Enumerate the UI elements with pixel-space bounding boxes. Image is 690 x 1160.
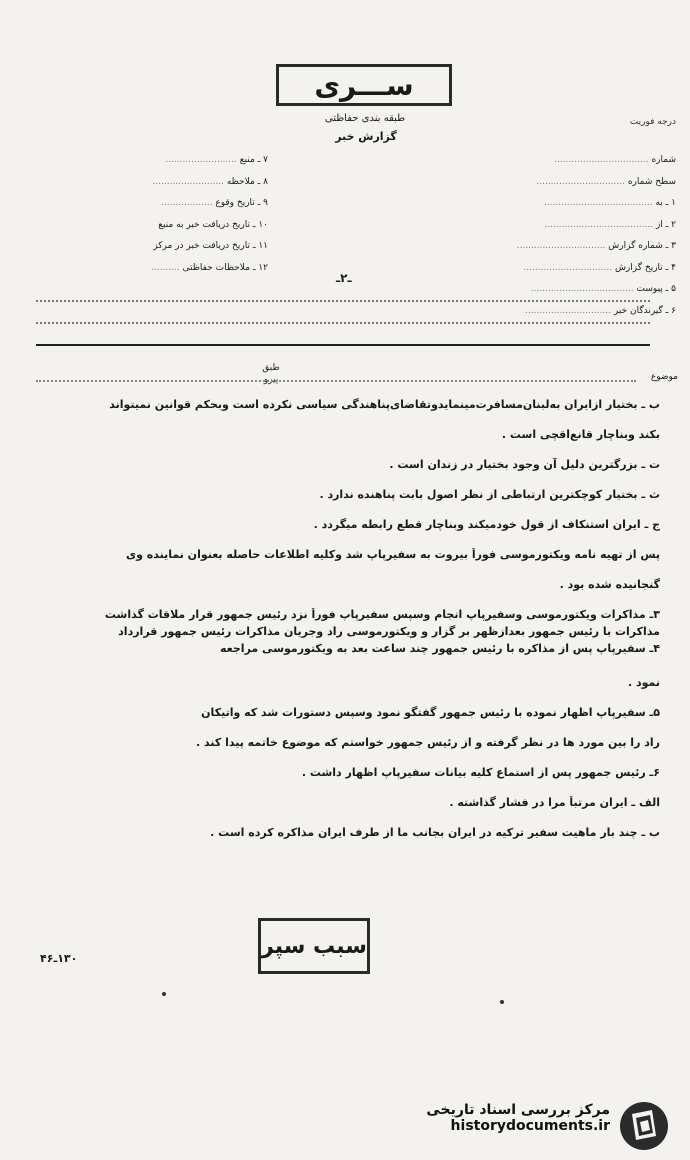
urgency-label: درجه فوریت (629, 117, 676, 127)
header-field: ۷ ـ منبع ......................... (165, 155, 268, 165)
header-field: ۳ ـ شماره گزارش ............................... (516, 241, 676, 251)
header-field: ۱۱ ـ تاریخ دریافت خبر در مرکز (153, 241, 268, 251)
document-number: ۱۳۰ـ۴۶ (40, 952, 78, 965)
report-title: گزارش خبر (335, 130, 397, 143)
header-field: ۲ ـ از ...................................... (544, 219, 676, 230)
body-line: الف ـ ایران مرتباً مرا در فشار گذاشته . (449, 796, 660, 809)
body-line: راد را بین مورد ها در نظر گرفته و از رئیس جمهور خواستم که موضوع خاتمه پیدا کند . (196, 736, 660, 749)
header-field: ۶ ـ گیرندگان خبر .............................. (525, 305, 676, 316)
body-line: ب ـ بختیار ازایران به‌لبنان‌مسافرت‌مینماید‌وتقاضای‌پناهندگی سیاسی نکرده است وبحکم قوانین نمیتواند (109, 398, 660, 411)
bottom-stamp (258, 918, 370, 974)
subject-label: موضوع (650, 372, 678, 382)
watermark-title: مرکز بررسی اسناد تاریخی (426, 1102, 610, 1118)
header-field: ۸ ـ ملاحظه ......................... (152, 176, 268, 187)
header-field: ۱۲ ـ ملاحظات حفاظتی .......... (151, 262, 268, 273)
header-field: ۴ ـ تاریخ گزارش ............................... (523, 262, 676, 273)
header-field: ۱۰ ـ تاریخ دریافت خبر به منبع (158, 219, 268, 230)
body-line: گنجانیده شده بود . (559, 578, 660, 591)
ink-spot (500, 1000, 504, 1004)
body-line: ج ـ ایران استنکاف از قول خودمیکند وبناچار قطع رابطه میگردد . (313, 518, 660, 531)
header-field: سطح شماره ............................... (536, 176, 676, 187)
archive-logo-icon (618, 1100, 670, 1152)
body-line: بکند وبناچار قانع‌اقچی است . (501, 428, 660, 441)
body-line: ث ـ بختیار کوچکترین ارتباطی از نظر اصول بابت پناهنده ندارد . (319, 488, 660, 501)
body-line: پس از تهیه نامه ویکتورموسی فوراً بیروت به سفیرپاپ شد وکلیه اطلاعات حاصله بعنوان نماینده وی (126, 548, 660, 561)
secret-stamp-text: ســـرى (314, 68, 414, 102)
header-field: ۹ ـ تاریخ وقوع .................. (160, 198, 268, 208)
watermark-text (426, 1102, 610, 1134)
document-body (20, 398, 660, 839)
dotted-divider (36, 322, 650, 324)
subject-line (36, 380, 636, 382)
ink-spot (162, 992, 166, 996)
body-line: ۵ـ سفیرپاپ اظهار نموده با رئیس جمهور گفتگو نمود وسپس دستورات شد که واتیکان (201, 706, 660, 719)
bottom-stamp-text: سبب سپر (261, 933, 367, 959)
header-field: شماره ................................. (554, 155, 676, 165)
dotted-divider (36, 300, 650, 302)
watermark (404, 1098, 680, 1150)
horizontal-rule (36, 344, 650, 346)
secret-stamp (276, 64, 452, 106)
body-line: ۳ـ مذاکرات ویکتورموسی وسفیرپاپ انجام وسپس سفیرپاپ فوراً نزد رئیس جمهور قرار ملاقات گذاشت (104, 608, 660, 621)
classification-label: طبقه بندی حفاظتی (324, 113, 406, 124)
body-line: ۶ـ رئیس جمهور پس از استماع کلیه بیانات سفیرپاپ اظهار داشت . (301, 766, 660, 779)
body-line: نمود . (627, 676, 660, 689)
header-field: ۱ ـ به ...................................... (543, 198, 676, 208)
subject-reference: طبق پیرو (262, 363, 280, 385)
page-number: ـ۲ـ (336, 271, 352, 285)
body-line: ۴ـ سفیرپاپ پس از مذاکره با رئیس جمهور چند ساعت بعد به ویکتورموسی مراجعه (220, 642, 660, 655)
body-line: ت ـ بزرگترین دلیل آن وجود بختیار در زندان است . (389, 458, 660, 471)
header-fields-left (68, 150, 268, 279)
header-fields-right (416, 150, 676, 322)
body-line: ب ـ چند بار ماهیت سفیر ترکیه در ایران بجانب ما از طرف ایران مذاکره کرده است . (210, 826, 660, 839)
body-line: مذاکرات با رئیس جمهور بعدازظهر بر گزار و ویکتورموسی راد وجریان مذاکرات رئیس جمهور قرارداد (118, 625, 660, 638)
watermark-url: historydocuments.ir (450, 1118, 610, 1134)
header-field: ۵ ـ پیوست .................................... (530, 284, 676, 294)
